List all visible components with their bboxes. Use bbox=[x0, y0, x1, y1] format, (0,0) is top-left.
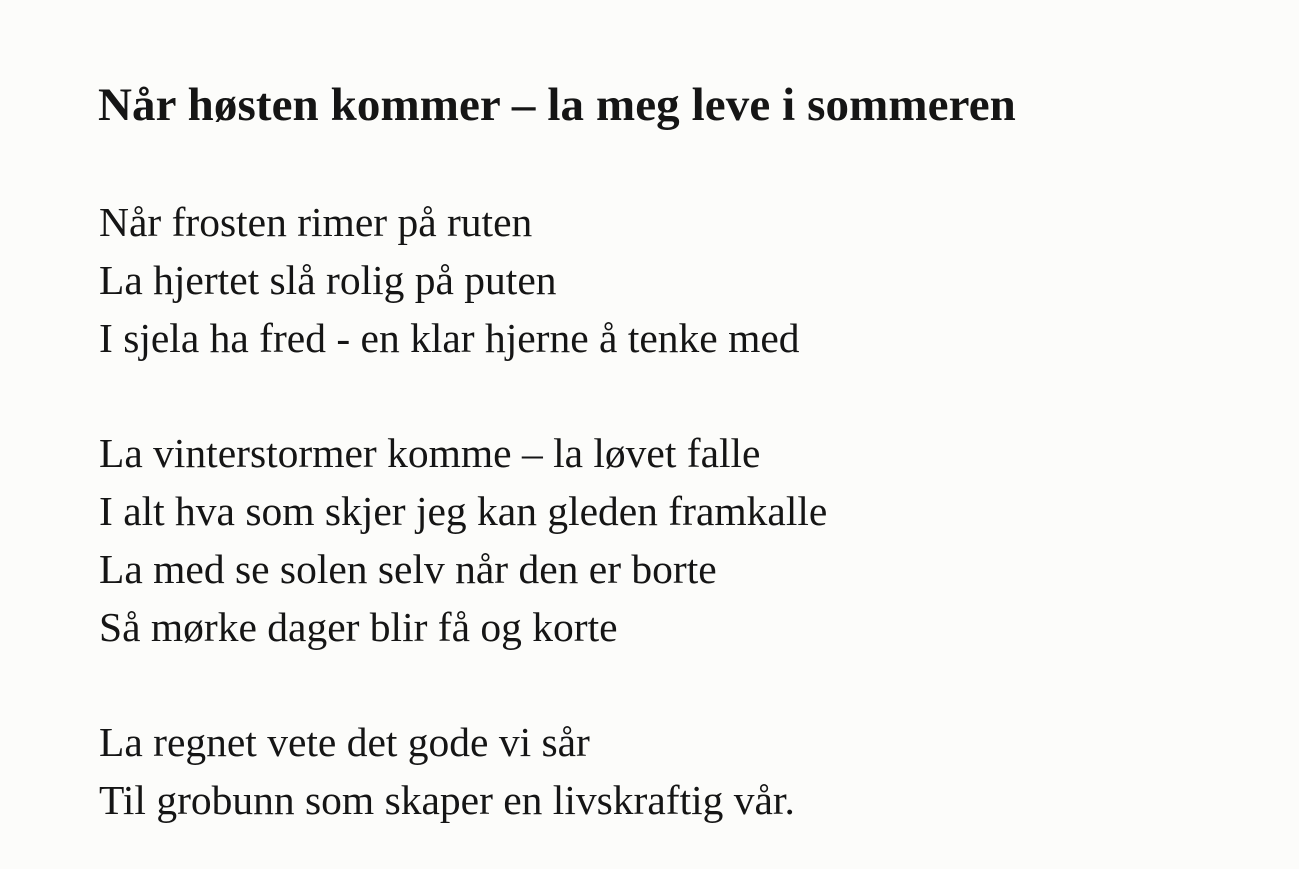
poem-line: La hjertet slå rolig på puten bbox=[99, 257, 557, 303]
poem-line: Så mørke dager blir få og korte bbox=[99, 604, 618, 650]
poem-line: La vinterstormer komme – la løvet falle bbox=[99, 430, 761, 476]
poem-line: Når frosten rimer på ruten bbox=[99, 199, 533, 245]
poem-line: I sjela ha fred - en klar hjerne å tenke med bbox=[99, 315, 800, 361]
poem-line: Til grobunn som skaper en livskraftig vår. bbox=[99, 777, 795, 823]
poem-title: Når høsten kommer – la meg leve i sommeren bbox=[98, 79, 1016, 131]
poem-line: La regnet vete det gode vi sår bbox=[99, 719, 590, 765]
poem-line: I alt hva som skjer jeg kan gleden framkalle bbox=[99, 488, 828, 534]
poem-line: La med se solen selv når den er borte bbox=[99, 546, 717, 592]
